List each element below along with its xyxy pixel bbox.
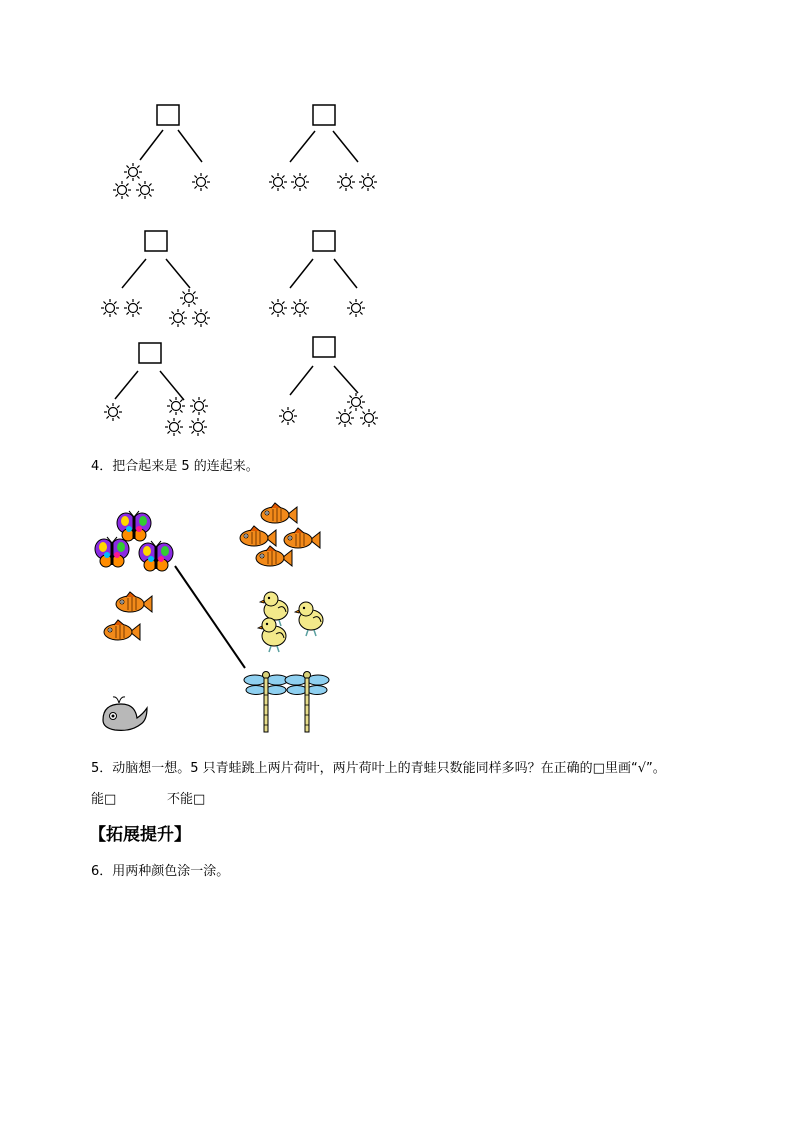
butterfly-icon — [139, 541, 173, 571]
option-no[interactable]: 不能□ — [167, 792, 206, 807]
fish-icon — [284, 528, 320, 548]
dragonfly-group[interactable] — [244, 672, 329, 733]
question-6-text: 6．用两种颜色涂一涂。 — [91, 864, 230, 879]
fish-group-left[interactable] — [104, 592, 152, 640]
butterfly-icon — [95, 537, 129, 567]
question-5-text: 5．动脑想一想。5 只青蛙跳上两片荷叶，两片荷叶上的青蛙只数能同样多吗？在正确的□里画“√”。 — [91, 761, 666, 776]
dragonfly-icon — [285, 672, 329, 733]
whale-icon — [103, 697, 147, 731]
whale-group[interactable] — [103, 697, 147, 731]
fish-group-right[interactable] — [240, 503, 320, 566]
butterfly-icon — [117, 511, 151, 541]
section-heading: 【拓展提升】 — [89, 825, 191, 845]
connection-line — [175, 566, 245, 668]
chick-icon — [295, 602, 323, 636]
dragonfly-icon — [244, 672, 288, 733]
fish-icon — [240, 526, 276, 546]
fish-icon — [261, 503, 297, 523]
fish-icon — [116, 592, 152, 612]
butterfly-group[interactable] — [95, 511, 173, 571]
fish-icon — [104, 620, 140, 640]
option-yes[interactable]: 能□ — [91, 792, 117, 807]
question-4-text: 4．把合起来是 5 的连起来。 — [91, 459, 259, 474]
chick-group[interactable] — [258, 592, 323, 652]
chick-icon — [258, 618, 286, 652]
fish-icon — [256, 546, 292, 566]
